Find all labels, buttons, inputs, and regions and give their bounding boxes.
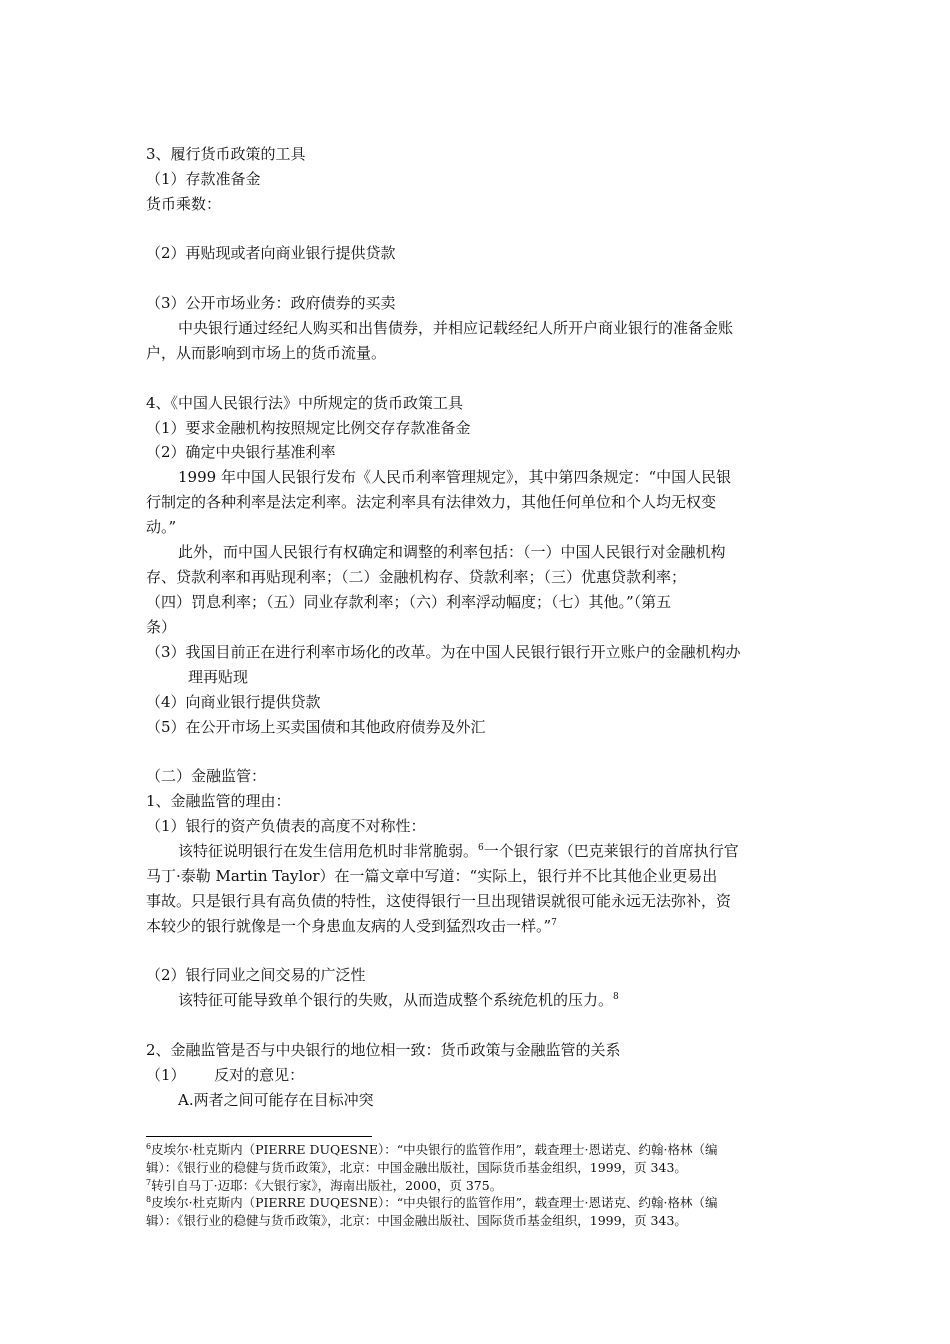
footnote-separator [146,1136,372,1137]
paragraph-1999-2: 行制定的各种利率是法定利率。法定利率具有法律效力，其他任何单位和个人均无权变 [146,493,717,511]
law-item-4: （4）向商业银行提供贷款 [146,693,321,711]
reason-1-para-1: 该特征说明银行在发生信用危机时非常脆弱。$^6$一个银行家（巴克莱银行的首席执行官 [178,842,739,860]
item-2-rediscount: （2）再贴现或者向商业银行提供贷款 [146,244,396,262]
money-multiplier: 货币乘数： [146,195,222,213]
paragraph-open-market-1: 中央银行通过经纪人购买和出售债券，并相应记载经纪人所开户商业银行的准备金账 [178,319,734,337]
footnote-ref-8[interactable]: 8 [613,992,619,1002]
heading-4: 4、《中国人民银行法》中所规定的货币政策工具 [146,394,464,412]
heading-3: 3、履行货币政策的工具 [146,145,306,163]
item-3-open-market: （3）公开市场业务：政府债券的买卖 [146,294,396,312]
opposing-view: （1） 反对的意见： [146,1066,305,1084]
supervision-reasons-heading: 1、金融监管的理由： [146,792,291,810]
item-1-reserve: （1）存款准备金 [146,170,261,188]
section-2-heading: （二）金融监管： [146,767,267,785]
law-item-3: （3）我国目前正在进行利率市场化的改革。为在中国人民银行银行开立账户的金融机构办 [146,643,741,661]
law-item-2: （2）确定中央银行基准利率 [146,443,336,461]
footnote-8-line-2: 辑）：《银行业的稳健与货币政策》，北京：中国金融出版社、国际货币基金组织，1999，页 343。 [146,1213,687,1228]
reason-2: （2）银行同业之间交易的广泛性 [146,966,366,984]
paragraph-rates-3: （四）罚息利率；（五）同业存款利率；（六）利率浮动幅度；（七）其他。”（第五 [146,593,672,611]
paragraph-rates-1: 此外，而中国人民银行有权确定和调整的利率包括：（一）中国人民银行对金融机构 [178,543,726,561]
law-item-1: （1）要求金融机构按照规定比例交存存款准备金 [146,419,471,437]
footnote-ref-6[interactable]: 6 [478,843,484,853]
footnote-6-line-2: 辑）：《银行业的稳健与货币政策》，北京：中国金融出版社，国际货币基金组织，1999，页 343。 [146,1160,687,1175]
footnote-ref-7[interactable]: 7 [551,918,557,928]
paragraph-open-market-2: 户，从而影响到市场上的货币流量。 [146,344,387,362]
heading-relationship: 2、金融监管是否与中央银行的地位相一致：货币政策与金融监管的关系 [146,1041,621,1059]
footnote-7: $^7$转引自马丁·迈耶：《大银行家》，海南出版社，2000，页 375。 [146,1177,503,1193]
paragraph-rates-2: 存、贷款利率和再贴现利率；（二）金融机构存、贷款利率；（三）优惠贷款利率； [146,568,687,586]
reason-1-para-4: 本较少的银行就像是一个身患血友病的人受到猛烈攻击一样。”$^7$ [146,917,557,935]
footnote-6-line-1: $^6$皮埃尔·杜克斯内（PIERRE DUQESNE）：“中央银行的监管作用”，载查理士·恩诺克、约翰·格林（编 [146,1141,718,1157]
law-item-5: （5）在公开市场上买卖国债和其他政府债券及外汇 [146,718,486,736]
law-item-3-cont: 理再贴现 [188,668,249,686]
reason-1-para-3: 事故。只是银行具有高负债的特性，这使得银行一旦出现错误就很可能永远无法弥补，资 [146,892,732,910]
paragraph-rates-4: 条） [146,618,177,636]
reason-1-para-2: 马丁·泰勒 Martin Taylor）在一篇文章中写道：“实际上，银行并不比其他企业更易出 [146,867,718,885]
reason-1: （1）银行的资产负债表的高度不对称性： [146,817,426,835]
footnote-8-line-1: $^8$皮埃尔·杜克斯内（PIERRE DUQESNE）：“中央银行的监管作用”，载查理士·恩诺克、约翰·格林（编 [146,1194,718,1210]
point-a: A.两者之间可能存在目标冲突 [178,1091,374,1109]
reason-2-para: 该特征可能导致单个银行的失败，从而造成整个系统危机的压力。$^8$ [178,991,619,1009]
paragraph-1999-1: 1999 年中国人民银行发布《人民币利率管理规定》，其中第四条规定：“中国人民银 [178,468,732,486]
paragraph-1999-3: 动。” [146,518,177,536]
